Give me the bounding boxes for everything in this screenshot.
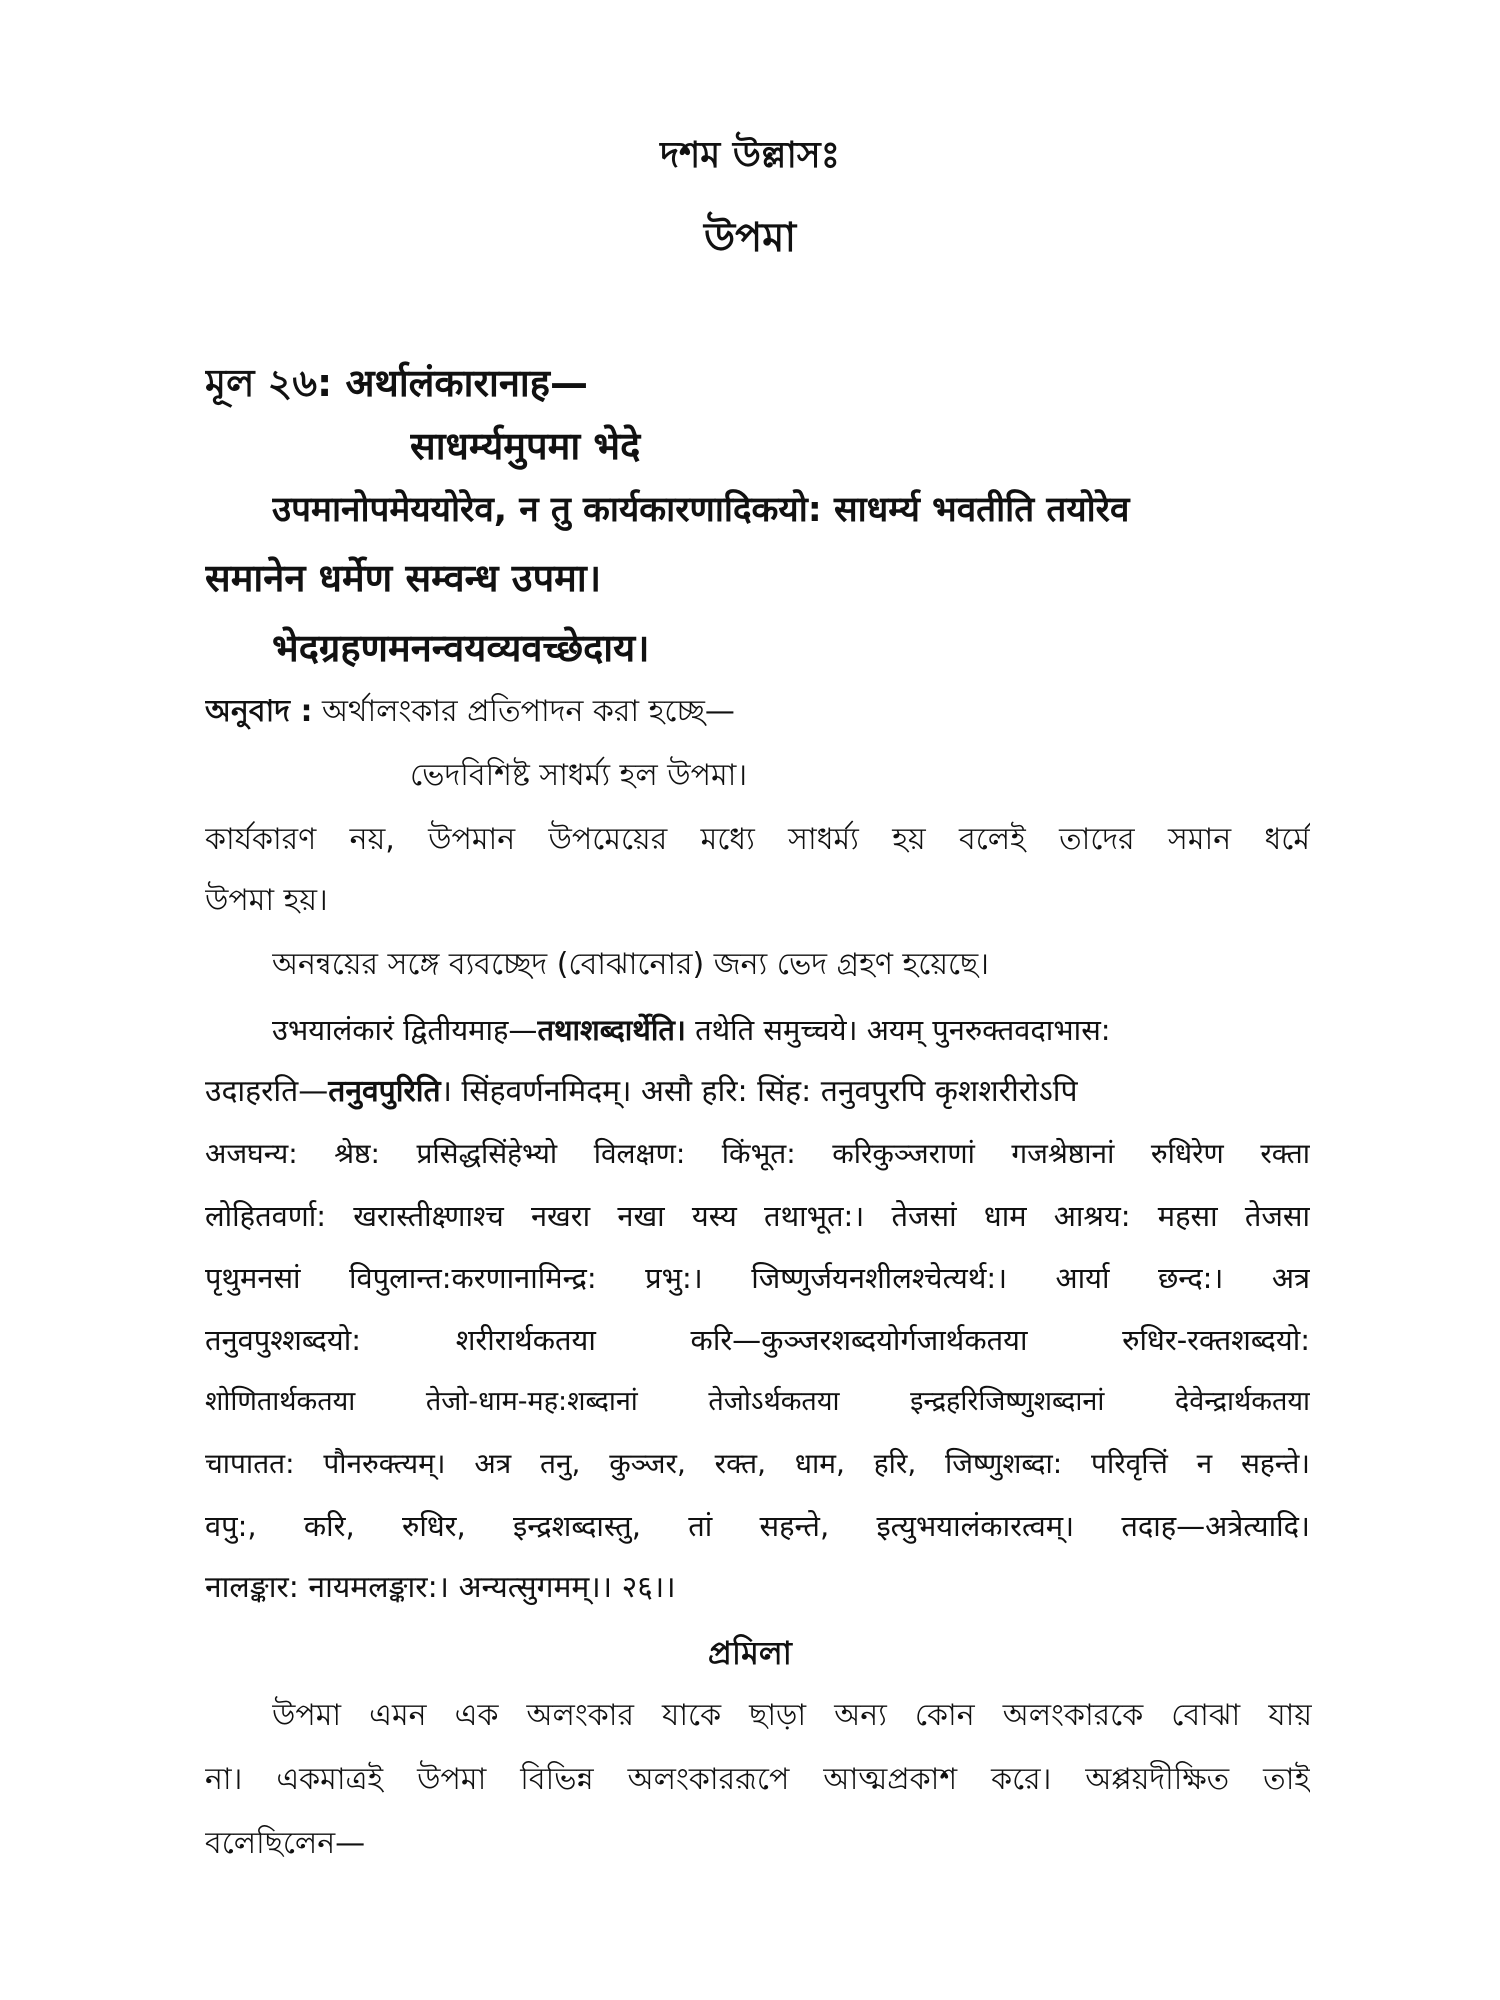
mula-label: মূল ২৬:: [205, 361, 333, 405]
section-heading: উপমা: [703, 215, 797, 261]
commentary-1a: उभयालंकारं द्वितीयमाह—: [272, 1013, 538, 1047]
commentary-2b: तनुवपुरिति: [328, 1074, 441, 1109]
commentary-2c: । सिंहवर्णनमिदम्। असौ हरि: सिंह: तनुवपुरपि कृशशरीरोऽपि: [440, 1074, 1078, 1109]
commentary-1c: तथेति समुच्चये। अयम् पुनरुक्तवदाभास:: [695, 1013, 1111, 1047]
commentary-2a: उदाहरति—: [205, 1074, 329, 1109]
anuvad-label: অনুবাদ :: [205, 694, 313, 729]
commentary-line-3: अजघन्य: श्रेष्ठ: प्रसिद्धसिंहेभ्यो विलक्षण: किंभूत: करिकुञ्जराणां गजश्रेष्ठानां रुधिरेण रक्ता: [205, 1137, 1310, 1170]
commentary-line-9: वपु:, करि, रुधिर, इन्द्रशब्दास्तु, तां सहन्ते, इत्युभयालंकारत्वम्। तदाह—अत्रेत्यादि।: [205, 1509, 1310, 1543]
commentary-line-5: पृथुमनसां विपुलान्त:करणानामिन्द्र: प्रभु:। जिष्णुर्जयनशीलश्चेत्यर्थ:। आर्या छन्द:। अत्र: [205, 1261, 1310, 1295]
anuvad-line-4: উপমা হয়।: [205, 883, 328, 918]
commentary-line-6: तनुवपुश्शब्दयो: शरीरार्थकतया करि—कुञ्जरशब्दयोर्गजार्थकतया रुधिर-रक्तशब्दयो:: [205, 1323, 1310, 1357]
commentary-line-7: शोणितार्थकतया तेजो-धाम-मह:शब्दानां तेजोऽर्थकतया इन्द्रहरिजिष्णुशब्दानां देवेन्द्रार्थकतया: [205, 1386, 1310, 1417]
commentary-line-10: नालङ्कार: नायमलङ्कार:। अन्यत्सुगमम्।। २६।।: [205, 1570, 676, 1605]
anuvad-line-5: অনন্বয়ের সঙ্গে ব্যবচ্ছেদ (বোঝানোর) জন্য ভেদ গ্রহণ হয়েছে।: [272, 947, 989, 982]
commentary-line-2: [205, 1068, 1310, 1116]
pramila-line-2: না। একমাত্রই উপমা বিভিন্ন অলংকাররূপে আত্মপ্রকাশ করে। অপ্পয়দীক্ষিত তাই: [205, 1762, 1310, 1797]
mula-vritti-line-2: समानेन धर्मेण सम्वन्ध उपमा।: [205, 556, 602, 600]
anuvad-line-2: ভেদবিশিষ্ট সাধর্ম্য হল উপমা।: [410, 758, 748, 793]
mula-intro: अर्थालंकारानाह—: [345, 361, 588, 405]
chapter-heading: দশম উল্লাসঃ: [660, 135, 840, 176]
commentary-line-8: चापातत: पौनरुक्त्यम्। अत्र तनु, कुञ्जर, रक्त, धाम, हरि, जिष्णुशब्दा: परिवृत्तिं न सहन्ते।: [205, 1447, 1310, 1480]
mula-heading: [205, 355, 1310, 411]
anuvad-text-1: অর্থালংকার প্রতিপাদন করা হচ্ছে—: [322, 694, 735, 729]
pramila-line-1: উপমা এমন এক অলংকার যাকে ছাড়া অন্য কোন অলংকারকে বোঝা যায়: [272, 1698, 1312, 1733]
mula-sutra: साधर्म्यमुपमा भेदे: [410, 424, 641, 468]
pramila-line-3: বলেছিলেন—: [205, 1826, 366, 1861]
mula-vritti-line-3: भेदग्रहणमनन्वयव्यवच्छेदाय।: [272, 626, 650, 670]
commentary-line-1: [272, 1006, 1312, 1054]
pramila-heading: প্রমিলা: [708, 1634, 792, 1672]
anuvad-line-1: [205, 688, 1310, 736]
commentary-line-4: लोहितवर्णा: खरास्तीक्ष्णाश्च नखरा नखा यस्य तथाभूत:। तेजसां धाम आश्रय: महसा तेजसा: [205, 1199, 1310, 1233]
anuvad-line-3: কার্যকারণ নয়, উপমান উপমেয়ের মধ্যে সাধর্ম্য হয় বলেই তাদের সমান ধর্মে: [205, 822, 1310, 857]
commentary-1b: तथाशब्दार्थेति।: [537, 1013, 686, 1047]
mula-vritti-line-1: उपमानोपमेययोरेव, न तु कार्यकारणादिकयो: साधर्म्य भवतीति तयोरेव: [272, 490, 1130, 530]
